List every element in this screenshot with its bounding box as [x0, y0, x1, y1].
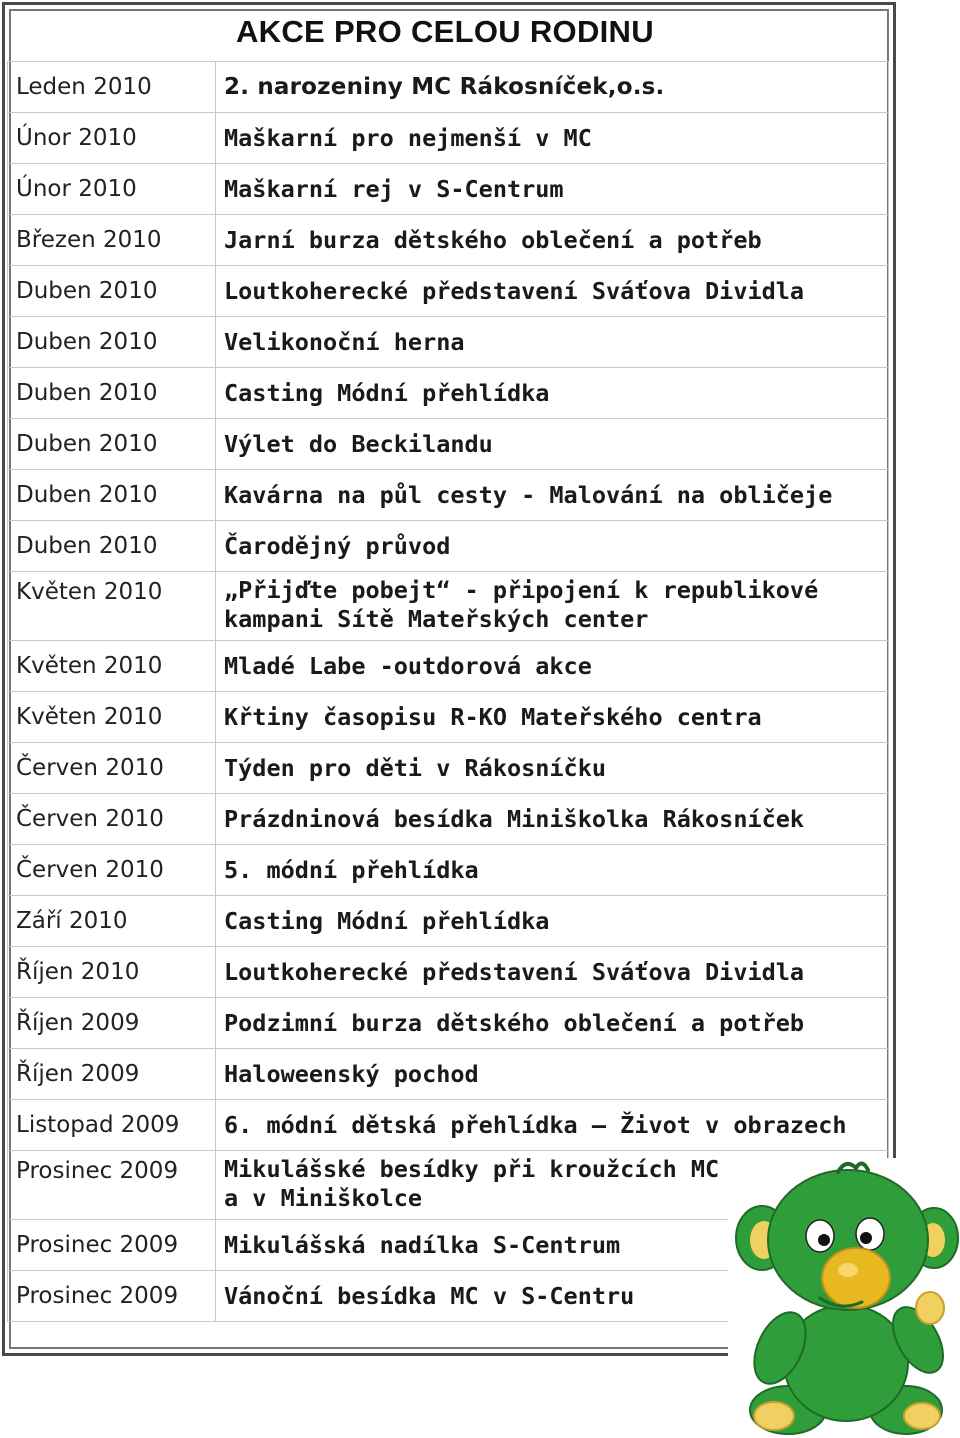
table-row	[8, 641, 889, 692]
event-date: Duben 2010	[8, 368, 216, 419]
event-date: Duben 2010	[8, 521, 216, 572]
event-name: 2. narozeniny MC Rákosníček,o.s.	[216, 62, 889, 113]
event-date: Říjen 2009	[8, 998, 216, 1049]
event-name: Vánoční besídka MC v S-Centru	[216, 1271, 889, 1322]
event-date: Březen 2010	[8, 215, 216, 266]
table-row	[8, 947, 889, 998]
event-name: Kavárna na půl cesty - Malování na obličeje	[216, 470, 889, 521]
event-date: Leden 2010	[8, 62, 216, 113]
event-name-line: „Přijďte pobejt“ - připojení k republikové	[224, 576, 819, 604]
event-name: Velikonoční herna	[216, 317, 889, 368]
table-row	[8, 470, 889, 521]
event-name: Loutkoherecké představení Sváťova Dividla	[216, 947, 889, 998]
table-row	[8, 521, 889, 572]
event-name-line: Mikulášské besídky při kroužcích MC	[224, 1155, 720, 1183]
table-row	[8, 113, 889, 164]
event-name: Mikulášská nadílka S-Centrum	[216, 1220, 889, 1271]
table-row	[8, 794, 889, 845]
table-row	[8, 1100, 889, 1151]
event-date: Duben 2010	[8, 470, 216, 521]
event-name: 5. módní přehlídka	[216, 845, 889, 896]
table-row	[8, 317, 889, 368]
table-row	[8, 692, 889, 743]
event-date: Září 2010	[8, 896, 216, 947]
events-table	[7, 61, 889, 1322]
green-monkey-plush-icon	[728, 1158, 960, 1438]
event-date: Červen 2010	[8, 794, 216, 845]
event-date: Květen 2010	[8, 641, 216, 692]
table-row	[8, 62, 889, 113]
event-name: Mladé Labe -outdorová akce	[216, 641, 889, 692]
table-row	[8, 845, 889, 896]
event-date: Duben 2010	[8, 266, 216, 317]
event-name: Jarní burza dětského oblečení a potřeb	[216, 215, 889, 266]
event-name: Podzimní burza dětského oblečení a potřeb	[216, 998, 889, 1049]
event-date: Únor 2010	[8, 113, 216, 164]
event-date: Prosinec 2009	[8, 1151, 216, 1220]
event-name: Prázdninová besídka Miniškolka Rákosníček	[216, 794, 889, 845]
event-date: Červen 2010	[8, 743, 216, 794]
table-row	[8, 164, 889, 215]
page-title: AKCE PRO CELOU RODINU	[236, 14, 654, 49]
event-name: Maškarní pro nejmenší v MC	[216, 113, 889, 164]
event-name: Výlet do Beckilandu	[216, 419, 889, 470]
table-row	[8, 896, 889, 947]
event-name: Casting Módní přehlídka	[216, 896, 889, 947]
event-date: Květen 2010	[8, 572, 216, 641]
event-date: Květen 2010	[8, 692, 216, 743]
event-date: Prosinec 2009	[8, 1220, 216, 1271]
event-name-line: a v Miniškolce	[224, 1184, 423, 1212]
event-name: Casting Módní přehlídka	[216, 368, 889, 419]
table-row	[8, 419, 889, 470]
event-name: Loutkoherecké představení Sváťova Dividla	[216, 266, 889, 317]
event-name: Maškarní rej v S-Centrum	[216, 164, 889, 215]
table-row	[8, 998, 889, 1049]
event-name	[216, 572, 889, 641]
event-date: Listopad 2009	[8, 1100, 216, 1151]
event-date: Prosinec 2009	[8, 1271, 216, 1322]
event-name-line: kampani Sítě Mateřských center	[224, 605, 649, 633]
event-name: 6. módní dětská přehlídka – Život v obrazech	[216, 1100, 889, 1151]
event-name: Týden pro děti v Rákosníčku	[216, 743, 889, 794]
event-name: Čarodějný průvod	[216, 521, 889, 572]
event-date: Červen 2010	[8, 845, 216, 896]
event-name: Haloweenský pochod	[216, 1049, 889, 1100]
event-date: Říjen 2010	[8, 947, 216, 998]
table-row	[8, 368, 889, 419]
event-date: Duben 2010	[8, 317, 216, 368]
event-date: Duben 2010	[8, 419, 216, 470]
event-name: Křtiny časopisu R-KO Mateřského centra	[216, 692, 889, 743]
event-date: Únor 2010	[8, 164, 216, 215]
event-date: Říjen 2009	[8, 1049, 216, 1100]
table-row	[8, 1049, 889, 1100]
table-row	[8, 266, 889, 317]
table-row	[8, 215, 889, 266]
table-row	[8, 572, 889, 641]
table-row	[8, 743, 889, 794]
